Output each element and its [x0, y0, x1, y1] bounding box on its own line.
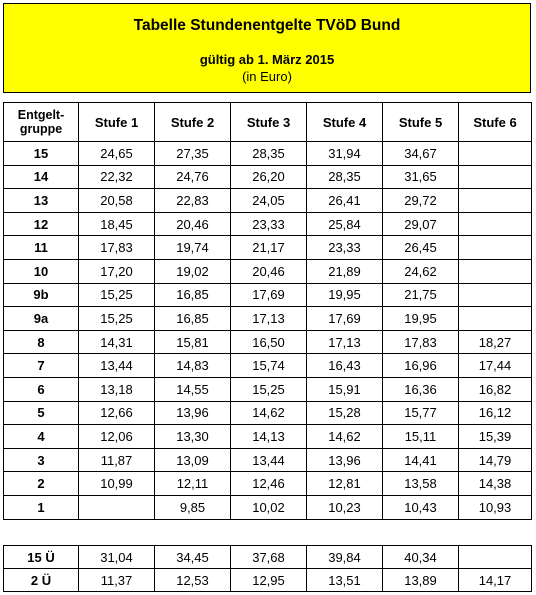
- rate-cell: 17,20: [79, 259, 155, 283]
- rate-cell: 19,02: [155, 259, 231, 283]
- rate-cell: 12,53: [155, 569, 231, 592]
- rate-cell: 24,76: [155, 165, 231, 189]
- rate-cell: 9,85: [155, 495, 231, 519]
- column-header: Stufe 2: [155, 103, 231, 142]
- rate-cell: 10,43: [383, 495, 459, 519]
- table-row: [4, 259, 532, 283]
- rate-cell: 15,25: [79, 283, 155, 307]
- currency-unit-text: (in Euro): [242, 69, 292, 84]
- table-row: [4, 212, 532, 236]
- rate-cell: 13,30: [155, 425, 231, 449]
- pay-group-cell: 9b: [4, 283, 79, 307]
- rate-cell: 14,83: [155, 354, 231, 378]
- rate-cell: 14,55: [155, 377, 231, 401]
- pay-group-cell: 14: [4, 165, 79, 189]
- rate-cell: [459, 189, 532, 213]
- rate-cell: 13,89: [383, 569, 459, 592]
- column-header: Stufe 4: [307, 103, 383, 142]
- rate-cell: 10,02: [231, 495, 307, 519]
- rate-cell: 14,13: [231, 425, 307, 449]
- rate-cell: 13,44: [231, 448, 307, 472]
- rate-cell: [79, 495, 155, 519]
- rate-cell: 21,75: [383, 283, 459, 307]
- table-row: [4, 472, 532, 496]
- table-row: [4, 377, 532, 401]
- column-header: Stufe 5: [383, 103, 459, 142]
- table-row: [4, 165, 532, 189]
- rate-cell: 28,35: [307, 165, 383, 189]
- rate-cell: 14,62: [231, 401, 307, 425]
- pay-group-cell: 1: [4, 495, 79, 519]
- table-row: [4, 189, 532, 213]
- rate-cell: 15,81: [155, 330, 231, 354]
- rate-cell: 14,31: [79, 330, 155, 354]
- rate-cell: 19,95: [307, 283, 383, 307]
- rate-cell: 20,46: [231, 259, 307, 283]
- rate-cell: 13,09: [155, 448, 231, 472]
- table-row: [4, 546, 532, 569]
- pay-group-cell: 9a: [4, 307, 79, 331]
- rate-cell: 18,45: [79, 212, 155, 236]
- pay-rate-table: [3, 102, 532, 520]
- rate-cell: 13,18: [79, 377, 155, 401]
- rate-cell: 16,96: [383, 354, 459, 378]
- rate-cell: 21,89: [307, 259, 383, 283]
- rate-cell: 28,35: [231, 142, 307, 166]
- rate-cell: 19,95: [383, 307, 459, 331]
- rate-cell: 31,65: [383, 165, 459, 189]
- rate-cell: 21,17: [231, 236, 307, 260]
- table-header-row: [4, 103, 532, 142]
- rate-cell: 16,82: [459, 377, 532, 401]
- table-row: [4, 307, 532, 331]
- rate-cell: 13,58: [383, 472, 459, 496]
- table-row: [4, 330, 532, 354]
- rate-cell: 24,62: [383, 259, 459, 283]
- pay-group-cell: 6: [4, 377, 79, 401]
- pay-group-cell: 4: [4, 425, 79, 449]
- rate-cell: 40,34: [383, 546, 459, 569]
- rate-cell: [459, 236, 532, 260]
- rate-cell: 12,66: [79, 401, 155, 425]
- rate-cell: 12,06: [79, 425, 155, 449]
- table-row: [4, 354, 532, 378]
- rate-cell: 14,79: [459, 448, 532, 472]
- group-header-line-2: gruppe: [19, 122, 63, 136]
- rate-cell: 22,83: [155, 189, 231, 213]
- rate-cell: 15,11: [383, 425, 459, 449]
- column-header: Stufe 6: [459, 103, 532, 142]
- title-banner: [3, 3, 531, 93]
- rate-cell: 15,28: [307, 401, 383, 425]
- rate-cell: 12,81: [307, 472, 383, 496]
- rate-cell: 10,99: [79, 472, 155, 496]
- table-row: [4, 401, 532, 425]
- page-title: Tabelle Stundenentgelte TVöD Bund: [133, 17, 401, 34]
- rate-cell: 26,41: [307, 189, 383, 213]
- pay-group-cell: 12: [4, 212, 79, 236]
- rate-cell: 17,83: [383, 330, 459, 354]
- rate-cell: 16,43: [307, 354, 383, 378]
- rate-cell: 19,74: [155, 236, 231, 260]
- rate-cell: 23,33: [307, 236, 383, 260]
- rate-cell: 15,91: [307, 377, 383, 401]
- pay-group-cell: 11: [4, 236, 79, 260]
- rate-cell: 23,33: [231, 212, 307, 236]
- rate-cell: 20,58: [79, 189, 155, 213]
- group-column-header: [4, 103, 79, 142]
- table-row: [4, 569, 532, 592]
- rate-cell: 17,13: [307, 330, 383, 354]
- rate-cell: 13,96: [307, 448, 383, 472]
- rate-cell: 14,62: [307, 425, 383, 449]
- rate-cell: 24,65: [79, 142, 155, 166]
- rate-cell: 10,23: [307, 495, 383, 519]
- rate-cell: 34,45: [155, 546, 231, 569]
- pay-group-cell: 5: [4, 401, 79, 425]
- rate-cell: 15,74: [231, 354, 307, 378]
- rate-cell: 11,87: [79, 448, 155, 472]
- rate-cell: 14,38: [459, 472, 532, 496]
- pay-group-cell: 2: [4, 472, 79, 496]
- rate-cell: 31,94: [307, 142, 383, 166]
- rate-cell: 27,35: [155, 142, 231, 166]
- rate-cell: [459, 259, 532, 283]
- pay-group-cell: 2 Ü: [4, 569, 79, 592]
- rate-cell: 39,84: [307, 546, 383, 569]
- rate-cell: 13,51: [307, 569, 383, 592]
- pay-group-cell: 8: [4, 330, 79, 354]
- rate-cell: 16,12: [459, 401, 532, 425]
- rate-cell: [459, 307, 532, 331]
- rate-cell: 17,69: [307, 307, 383, 331]
- rate-cell: 10,93: [459, 495, 532, 519]
- rate-cell: [459, 165, 532, 189]
- rate-cell: 29,72: [383, 189, 459, 213]
- column-header: Stufe 1: [79, 103, 155, 142]
- pay-group-cell: 3: [4, 448, 79, 472]
- rate-cell: 29,07: [383, 212, 459, 236]
- rate-cell: 22,32: [79, 165, 155, 189]
- rate-cell: 34,67: [383, 142, 459, 166]
- rate-cell: 18,27: [459, 330, 532, 354]
- rate-cell: 16,36: [383, 377, 459, 401]
- pay-group-cell: 10: [4, 259, 79, 283]
- rate-cell: 15,25: [79, 307, 155, 331]
- table-row: [4, 448, 532, 472]
- rate-cell: [459, 212, 532, 236]
- rate-cell: 15,39: [459, 425, 532, 449]
- group-header-line-1: Entgelt-: [17, 108, 65, 122]
- table-row: [4, 236, 532, 260]
- rate-cell: 16,50: [231, 330, 307, 354]
- rate-cell: 12,11: [155, 472, 231, 496]
- rate-cell: 26,20: [231, 165, 307, 189]
- rate-cell: 13,44: [79, 354, 155, 378]
- rate-cell: 26,45: [383, 236, 459, 260]
- column-header: Stufe 3: [231, 103, 307, 142]
- transition-pay-table: [3, 545, 532, 592]
- valid-from-text: gültig ab 1. März 2015: [199, 52, 335, 67]
- rate-cell: 17,44: [459, 354, 532, 378]
- table-row: [4, 495, 532, 519]
- table-row: [4, 425, 532, 449]
- rate-cell: 20,46: [155, 212, 231, 236]
- rate-cell: [459, 142, 532, 166]
- rate-cell: [459, 546, 532, 569]
- rate-cell: 31,04: [79, 546, 155, 569]
- pay-group-cell: 15 Ü: [4, 546, 79, 569]
- pay-group-cell: 15: [4, 142, 79, 166]
- rate-cell: 11,37: [79, 569, 155, 592]
- rate-cell: 13,96: [155, 401, 231, 425]
- pay-group-cell: 7: [4, 354, 79, 378]
- rate-cell: 14,17: [459, 569, 532, 592]
- rate-cell: 16,85: [155, 307, 231, 331]
- rate-cell: 17,69: [231, 283, 307, 307]
- rate-cell: 37,68: [231, 546, 307, 569]
- rate-cell: 25,84: [307, 212, 383, 236]
- rate-cell: 15,77: [383, 401, 459, 425]
- rate-cell: 17,83: [79, 236, 155, 260]
- rate-cell: 15,25: [231, 377, 307, 401]
- rate-cell: 24,05: [231, 189, 307, 213]
- table-row: [4, 283, 532, 307]
- pay-group-cell: 13: [4, 189, 79, 213]
- rate-cell: 16,85: [155, 283, 231, 307]
- rate-cell: [459, 283, 532, 307]
- rate-cell: 17,13: [231, 307, 307, 331]
- table-row: [4, 142, 532, 166]
- rate-cell: 12,46: [231, 472, 307, 496]
- rate-cell: 12,95: [231, 569, 307, 592]
- rate-cell: 14,41: [383, 448, 459, 472]
